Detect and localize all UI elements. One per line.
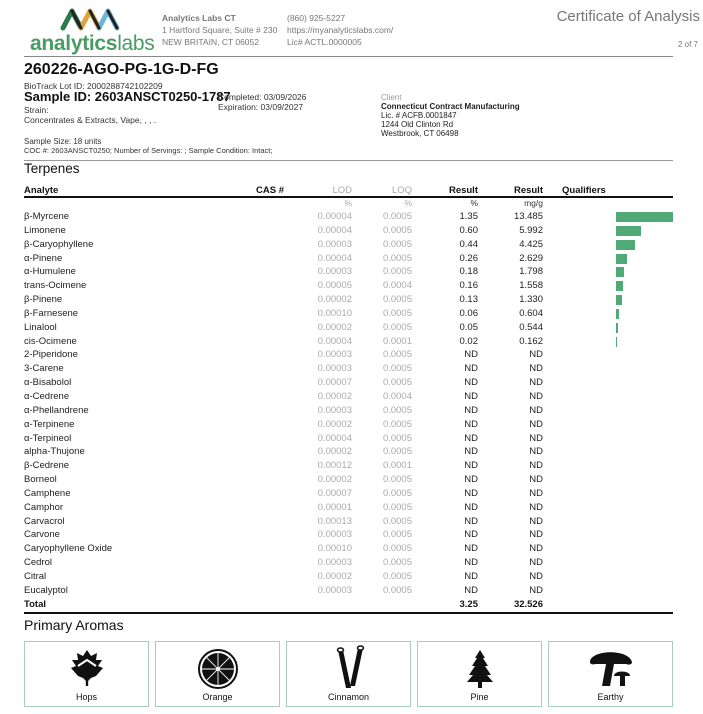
analyte-name: Cedrol (24, 557, 52, 569)
hops-icon (69, 648, 105, 688)
table-row (24, 405, 673, 419)
result-pct-value: ND (464, 543, 478, 555)
result-mg-value: 1.558 (519, 280, 543, 292)
loq-value: 0.0005 (382, 418, 412, 430)
analyte-name: 2-Piperidone (24, 349, 78, 361)
result-pct-value: ND (464, 418, 478, 430)
analyte-name: β-Farnesene (24, 307, 79, 319)
col-lod: LOD (332, 185, 352, 196)
analyte-name: α-Pinene (24, 252, 63, 264)
product-id: 260226-AGO-PG-1G-D-FG (24, 61, 219, 78)
loq-value: 0.0005 (382, 487, 412, 499)
result-pct-value: ND (464, 584, 478, 596)
result-mg-value: 4.425 (519, 238, 543, 250)
result-mg-value: 0.162 (519, 335, 543, 347)
sample-size: Sample Size: 18 units (24, 137, 102, 146)
lod-value: 0.00013 (317, 515, 352, 527)
result-mg-value: ND (529, 460, 543, 472)
biotrack-lot-id: BioTrack Lot ID: 2000288742102209 (24, 81, 163, 91)
loq-value: 0.0005 (382, 224, 412, 236)
aroma-card-earthy (548, 641, 673, 707)
analyte-name: β-Pinene (24, 294, 63, 306)
total-result-pct: 3.25 (459, 599, 478, 610)
analyte-name: Camphor (24, 501, 64, 513)
primary-aromas-title: Primary Aromas (24, 617, 124, 633)
result-pct-value: 0.13 (459, 294, 478, 306)
result-mg-value: ND (529, 501, 543, 513)
lod-value: 0.00010 (317, 543, 352, 555)
analyte-name: Borneol (24, 474, 57, 486)
result-pct-value: ND (464, 404, 478, 416)
qualifier-bar (616, 295, 622, 305)
result-pct-value: ND (464, 349, 478, 361)
logo-mark-icon (60, 6, 122, 32)
lod-value: 0.00010 (317, 307, 352, 319)
qualifier-bar (616, 226, 641, 236)
aroma-card-pine (417, 641, 542, 707)
result-mg-value: ND (529, 390, 543, 402)
terpenes-section-title: Terpenes (24, 161, 80, 176)
lod-value: 0.00003 (317, 529, 352, 541)
analyte-name: α-Terpinene (24, 418, 75, 430)
analyte-name: Limonene (24, 224, 66, 236)
unit-result-mg: mg/g (524, 198, 543, 208)
client-address-1: 1244 Old Clinton Rd (381, 120, 454, 129)
table-row (24, 529, 673, 543)
strain-info (24, 105, 156, 125)
qualifier-bar (616, 281, 623, 291)
analyte-name: β-Cedrene (24, 460, 70, 472)
client-address-2: Westbrook, CT 06498 (381, 129, 459, 138)
loq-value: 0.0005 (382, 432, 412, 444)
table-row (24, 419, 673, 433)
result-mg-value: 0.604 (519, 307, 543, 319)
unit-lod: % (344, 198, 352, 208)
sample-category: Concentrates & Extracts, Vape, , , . (24, 115, 157, 125)
analyte-name: α-Terpineol (24, 432, 72, 444)
result-pct-value: ND (464, 363, 478, 375)
result-mg-value: 5.992 (519, 224, 543, 236)
lod-value: 0.00002 (317, 294, 352, 306)
result-mg-value: ND (529, 349, 543, 361)
result-pct-value: ND (464, 515, 478, 527)
lab-info (162, 12, 277, 48)
lod-value: 0.00002 (317, 418, 352, 430)
result-pct-value: ND (464, 460, 478, 472)
col-analyte: Analyte (24, 185, 59, 196)
result-pct-value: ND (464, 390, 478, 402)
result-mg-value: ND (529, 557, 543, 569)
header-divider (24, 56, 673, 57)
lod-value: 0.00004 (317, 224, 352, 236)
unit-result-pct: % (470, 198, 478, 208)
qualifier-bar (616, 212, 673, 222)
table-row (24, 488, 673, 502)
analyte-name: β-Myrcene (24, 211, 70, 222)
lod-value: 0.00004 (317, 432, 352, 444)
result-pct-value: ND (464, 487, 478, 499)
loq-value: 0.0005 (382, 557, 412, 569)
document-title: Certificate of Analysis (556, 8, 700, 25)
result-mg-value: ND (529, 446, 543, 458)
terpenes-units-row (24, 198, 673, 208)
page-header (0, 0, 703, 58)
table-row (24, 349, 673, 363)
loq-value: 0.0005 (382, 501, 412, 513)
result-pct-value: 0.05 (459, 321, 478, 333)
result-pct-value: ND (464, 377, 478, 389)
lod-value: 0.00005 (317, 280, 352, 292)
table-row (24, 460, 673, 474)
lab-phone: (860) 925-5227 (287, 13, 346, 23)
result-mg-value: ND (529, 515, 543, 527)
table-row (24, 253, 673, 267)
analyte-name: α-Bisabolol (24, 377, 72, 389)
table-row (24, 391, 673, 405)
terpenes-total-row (24, 599, 673, 611)
loq-value: 0.0005 (382, 307, 412, 319)
col-result-pct: Result (448, 185, 478, 196)
analyte-name: α-Phellandrene (24, 404, 89, 416)
lod-value: 0.00003 (317, 363, 352, 375)
result-pct-value: ND (464, 501, 478, 513)
client-label: Client (381, 93, 402, 102)
col-cas: CAS # (256, 185, 284, 196)
lab-license: Lic# ACTL.0000005 (287, 37, 362, 47)
lab-address-2: NEW BRITAIN, CT 06052 (162, 37, 259, 47)
col-loq: LOQ (391, 185, 412, 196)
terpenes-table-header (24, 185, 673, 196)
coc-info: COC #: 2603ANSCT0250; Number of Servings: ; Sample Condition: Intact; (24, 146, 273, 155)
aroma-card-hops (24, 641, 149, 707)
lab-contact (287, 12, 393, 48)
analyte-name: α-Humulene (24, 266, 76, 278)
aroma-label: Pine (470, 692, 489, 702)
loq-value: 0.0005 (382, 238, 412, 250)
analyte-name: β-Caryophyllene (24, 238, 94, 250)
page-number: 2 of 7 (677, 40, 698, 49)
lod-value: 0.00007 (317, 377, 352, 389)
table-row (24, 239, 673, 253)
loq-value: 0.0005 (382, 294, 412, 306)
result-pct-value: ND (464, 474, 478, 486)
table-row (24, 571, 673, 585)
result-mg-value: ND (529, 474, 543, 486)
loq-value: 0.0005 (382, 446, 412, 458)
analyte-name: Camphene (24, 487, 71, 499)
client-info (381, 93, 520, 138)
result-mg-value: ND (529, 529, 543, 541)
terpenes-table-body (24, 211, 673, 599)
loq-value: 0.0005 (382, 515, 412, 527)
result-mg-value: ND (529, 543, 543, 555)
table-row (24, 294, 673, 308)
result-pct-value: 0.16 (459, 280, 478, 292)
table-row (24, 585, 673, 599)
loq-value: 0.0005 (382, 363, 412, 375)
lod-value: 0.00002 (317, 321, 352, 333)
orange-slice-icon (197, 648, 239, 690)
lab-website-link[interactable]: https://myanalyticslabs.com/ (287, 25, 394, 35)
cinnamon-stick-icon (332, 644, 366, 690)
sample-id: Sample ID: 2603ANSCT0250-1787 (24, 89, 231, 104)
result-pct-value: ND (464, 570, 478, 582)
lod-value: 0.00003 (317, 584, 352, 596)
result-mg-value: 0.544 (519, 321, 543, 333)
col-qualifiers: Qualifiers (562, 185, 606, 196)
loq-value: 0.0001 (382, 335, 412, 347)
loq-value: 0.0004 (382, 280, 412, 292)
sample-dates (218, 92, 306, 112)
analyte-name: Carvone (24, 529, 60, 541)
result-pct-value: 0.44 (459, 238, 478, 250)
result-pct-value: ND (464, 432, 478, 444)
loq-value: 0.0005 (382, 349, 412, 361)
lab-name: Analytics Labs CT (162, 13, 236, 23)
lod-value: 0.00003 (317, 349, 352, 361)
table-row (24, 516, 673, 530)
lod-value: 0.00004 (317, 252, 352, 264)
result-mg-value: ND (529, 584, 543, 596)
lod-value: 0.00003 (317, 238, 352, 250)
table-row (24, 446, 673, 460)
loq-value: 0.0005 (382, 584, 412, 596)
analyte-name: Eucalyptol (24, 584, 68, 596)
table-row (24, 280, 673, 294)
pine-tree-icon (465, 648, 495, 690)
loq-value: 0.0005 (382, 570, 412, 582)
analytics-labs-logo (30, 4, 155, 55)
logo-word-bold: analytics (30, 32, 118, 55)
loq-value: 0.0005 (382, 543, 412, 555)
lod-value: 0.00002 (317, 446, 352, 458)
qualifier-bar (616, 323, 618, 333)
qualifier-bar (616, 240, 635, 250)
result-pct-value: ND (464, 446, 478, 458)
result-pct-value: 0.02 (459, 335, 478, 347)
analyte-name: cis-Ocimene (24, 335, 77, 347)
qualifier-bar (616, 267, 624, 277)
table-footer-divider (24, 612, 673, 614)
loq-value: 0.0001 (382, 460, 412, 472)
aroma-label: Earthy (597, 692, 624, 702)
result-mg-value: 13.485 (513, 211, 543, 222)
result-mg-value: ND (529, 404, 543, 416)
lod-value: 0.00002 (317, 570, 352, 582)
result-pct-value: 0.60 (459, 224, 478, 236)
table-row (24, 225, 673, 239)
aroma-label: Hops (75, 692, 97, 702)
analyte-name: Linalool (24, 321, 57, 333)
info-divider (24, 160, 673, 161)
loq-value: 0.0005 (382, 321, 412, 333)
loq-value: 0.0005 (382, 211, 412, 222)
client-license: Lic. # ACFB.0001847 (381, 111, 457, 120)
analyte-name: Caryophyllene Oxide (24, 543, 113, 555)
completed-date: Completed: 03/09/2026 (218, 92, 307, 102)
qualifier-bar (616, 309, 619, 319)
result-pct-value: 0.26 (459, 252, 478, 264)
result-mg-value: ND (529, 377, 543, 389)
table-row (24, 322, 673, 336)
lod-value: 0.00002 (317, 474, 352, 486)
result-pct-value: ND (464, 529, 478, 541)
total-label: Total (24, 599, 46, 610)
aroma-cards (24, 641, 674, 707)
table-row (24, 502, 673, 516)
table-row (24, 308, 673, 322)
lod-value: 0.00002 (317, 390, 352, 402)
table-row (24, 211, 673, 225)
result-mg-value: ND (529, 418, 543, 430)
result-mg-value: ND (529, 363, 543, 375)
table-row (24, 474, 673, 488)
col-result-mg: Result (513, 185, 543, 196)
analyte-name: Citral (24, 570, 47, 582)
lod-value: 0.00003 (317, 266, 352, 278)
analyte-name: Carvacrol (24, 515, 65, 527)
result-mg-value: ND (529, 432, 543, 444)
lod-value: 0.00001 (317, 501, 352, 513)
lod-value: 0.00012 (317, 460, 352, 472)
result-pct-value: ND (464, 557, 478, 569)
qualifier-bar (616, 337, 617, 347)
analyte-name: α-Cedrene (24, 390, 70, 402)
analyte-name: 3-Carene (24, 363, 64, 375)
qualifier-bar (616, 254, 627, 264)
table-row (24, 433, 673, 447)
logo-wordmark (30, 32, 155, 56)
strain-label: Strain: (24, 105, 49, 115)
logo-word-light: labs (117, 32, 155, 55)
result-mg-value: ND (529, 487, 543, 499)
mushroom-icon (588, 646, 634, 690)
loq-value: 0.0005 (382, 252, 412, 264)
loq-value: 0.0005 (382, 266, 412, 278)
loq-value: 0.0005 (382, 377, 412, 389)
result-mg-value: 1.798 (519, 266, 543, 278)
loq-value: 0.0005 (382, 474, 412, 486)
table-row (24, 377, 673, 391)
table-row (24, 266, 673, 280)
result-mg-value: 1.330 (519, 294, 543, 306)
result-pct-value: 1.35 (459, 211, 478, 222)
lab-address-1: 1 Hartford Square, Suite # 230 (162, 25, 278, 35)
result-pct-value: 0.18 (459, 266, 478, 278)
expiration-date: Expiration: 03/09/2027 (218, 102, 304, 112)
analyte-name: trans-Ocimene (24, 280, 87, 292)
analyte-name: alpha-Thujone (24, 446, 85, 458)
aroma-label: Orange (202, 692, 233, 702)
client-name: Connecticut Contract Manufacturing (381, 102, 520, 111)
result-mg-value: 2.629 (519, 252, 543, 264)
lod-value: 0.00004 (317, 211, 352, 222)
aroma-card-cinnamon (286, 641, 411, 707)
lod-value: 0.00003 (317, 557, 352, 569)
table-row (24, 543, 673, 557)
lod-value: 0.00003 (317, 404, 352, 416)
loq-value: 0.0005 (382, 529, 412, 541)
table-row (24, 336, 673, 350)
loq-value: 0.0004 (382, 390, 412, 402)
unit-loq: % (404, 198, 412, 208)
aroma-label: Cinnamon (327, 692, 370, 702)
loq-value: 0.0005 (382, 404, 412, 416)
result-pct-value: 0.06 (459, 307, 478, 319)
total-result-mg: 32.526 (513, 599, 543, 610)
table-row (24, 363, 673, 377)
lod-value: 0.00007 (317, 487, 352, 499)
aroma-card-orange (155, 641, 280, 707)
lod-value: 0.00004 (317, 335, 352, 347)
table-row (24, 557, 673, 571)
result-mg-value: ND (529, 570, 543, 582)
